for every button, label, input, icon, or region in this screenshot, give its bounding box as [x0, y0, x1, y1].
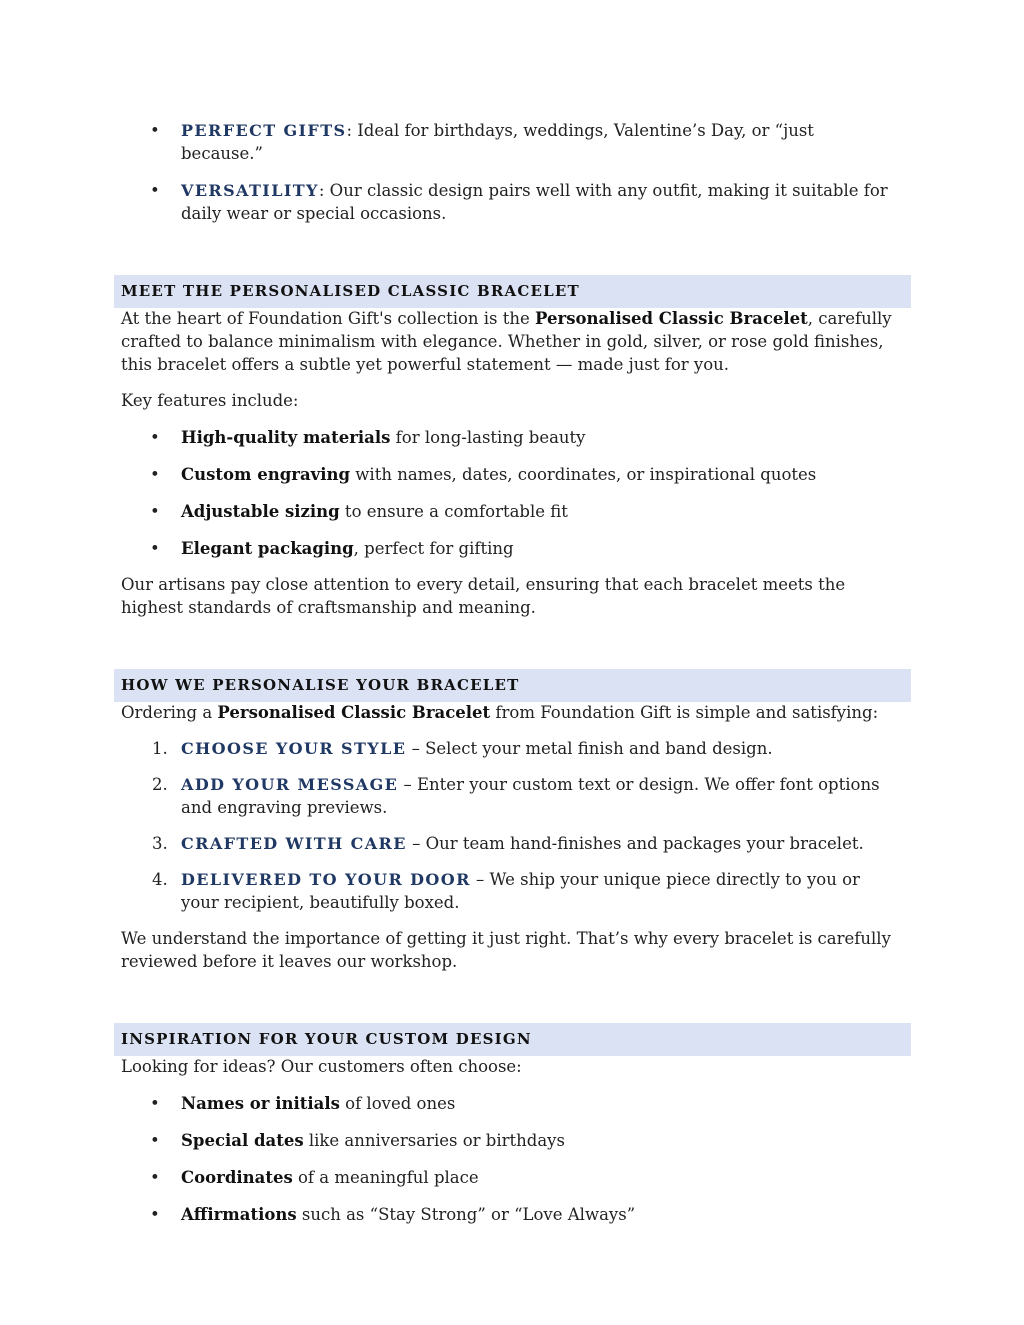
bullet-icon: • [150, 1168, 160, 1187]
ideas-list [114, 1092, 911, 1226]
step-number: 3. [152, 834, 168, 853]
step-number: 2. [152, 775, 168, 794]
list-item-bold: Affirmations [181, 1205, 297, 1224]
list-item-text: for long-lasting beauty [390, 428, 586, 447]
bullet-icon: • [150, 1205, 160, 1224]
list-item-bold: Adjustable sizing [181, 502, 340, 521]
list-item-text: with names, dates, coordinates, or inspirational quotes [350, 465, 817, 484]
step-label: CRAFTED WITH CARE [181, 834, 407, 853]
bullet-icon: • [150, 181, 160, 200]
list-item [114, 832, 911, 855]
paragraph-text: , carefully crafted to balance minimalism with elegance. Whether in gold, silver, or rose gold finishes, this bracelet offers a subtle yet powerful statement — made just for you. [121, 309, 892, 374]
list-item-text: : Ideal for birthdays, weddings, Valentine’s Day, or “just because.” [181, 121, 814, 163]
paragraph: Key features include: [121, 391, 299, 410]
paragraph-text: At the heart of Foundation Gift's collection is the [121, 309, 536, 328]
list-item [114, 773, 911, 819]
list-item-bold: Custom engraving [181, 465, 351, 484]
list-item [114, 1092, 911, 1115]
bullet-icon: • [150, 502, 160, 521]
intro-list [114, 119, 911, 225]
list-item-label: PERFECT GIFTS [181, 121, 347, 140]
step-label: CHOOSE YOUR STYLE [181, 739, 407, 758]
list-item-bold: Special dates [181, 1131, 304, 1150]
step-label: DELIVERED TO YOUR DOOR [181, 870, 471, 889]
list-item [114, 426, 911, 449]
list-item-bold: Elegant packaging [181, 539, 354, 558]
paragraph-bold: Personalised Classic Bracelet [217, 703, 491, 722]
bullet-icon: • [150, 1131, 160, 1150]
steps-list [114, 737, 911, 914]
step-number: 1. [152, 739, 168, 758]
list-item [114, 463, 911, 486]
list-item-bold: Coordinates [181, 1168, 293, 1187]
bullet-icon: • [150, 1094, 160, 1113]
bullet-icon: • [150, 428, 160, 447]
list-item [114, 868, 911, 914]
step-text: – Select your metal finish and band design. [406, 739, 773, 758]
list-item-text: of a meaningful place [292, 1168, 479, 1187]
list-item [114, 1203, 911, 1226]
bullet-icon: • [150, 121, 160, 140]
paragraph: Our artisans pay close attention to every detail, ensuring that each bracelet meets the highest standards of craftsmanship and meaning. [121, 575, 846, 617]
paragraph: Looking for ideas? Our customers often choose: [121, 1057, 522, 1076]
features-list [114, 426, 911, 560]
list-item [114, 500, 911, 523]
paragraph-text: from Foundation Gift is simple and satisfying: [490, 703, 879, 722]
list-item [114, 537, 911, 560]
paragraph [114, 307, 911, 376]
document-body [114, 119, 911, 1226]
list-item-text: like anniversaries or birthdays [303, 1131, 565, 1150]
step-text: – Our team hand-finishes and packages your bracelet. [406, 834, 864, 853]
list-item-bold: High-quality materials [181, 428, 391, 447]
list-item-bold: Names or initials [181, 1094, 340, 1113]
list-item-label: VERSATILITY [181, 181, 319, 200]
bullet-icon: • [150, 465, 160, 484]
list-item-text: of loved ones [339, 1094, 456, 1113]
paragraph-text: Ordering a [121, 703, 218, 722]
list-item-text: such as “Stay Strong” or “Love Always” [296, 1205, 636, 1224]
list-item-text: : Our classic design pairs well with any outfit, making it suitable for daily wear or special occasions. [181, 181, 888, 223]
list-item [114, 1129, 911, 1152]
paragraph: We understand the importance of getting it just right. That’s why every bracelet is carefully reviewed before it leaves our workshop. [121, 929, 891, 971]
section-heading: HOW WE PERSONALISE YOUR BRACELET [114, 669, 911, 702]
bullet-icon: • [150, 539, 160, 558]
list-item [114, 179, 911, 225]
list-item-text: , perfect for gifting [353, 539, 514, 558]
list-item [114, 737, 911, 760]
section-heading: MEET THE PERSONALISED CLASSIC BRACELET [114, 275, 911, 308]
list-item [114, 119, 911, 165]
step-text: – We ship your unique piece directly to you or your recipient, beautifully boxed. [181, 870, 860, 912]
section-heading: INSPIRATION FOR YOUR CUSTOM DESIGN [114, 1023, 911, 1056]
step-text: – Enter your custom text or design. We offer font options and engraving previews. [181, 775, 880, 817]
paragraph [114, 701, 911, 724]
list-item-text: to ensure a comfortable fit [339, 502, 568, 521]
step-number: 4. [152, 870, 168, 889]
paragraph-bold: Personalised Classic Bracelet [535, 309, 808, 328]
list-item [114, 1166, 911, 1189]
step-label: ADD YOUR MESSAGE [181, 775, 399, 794]
